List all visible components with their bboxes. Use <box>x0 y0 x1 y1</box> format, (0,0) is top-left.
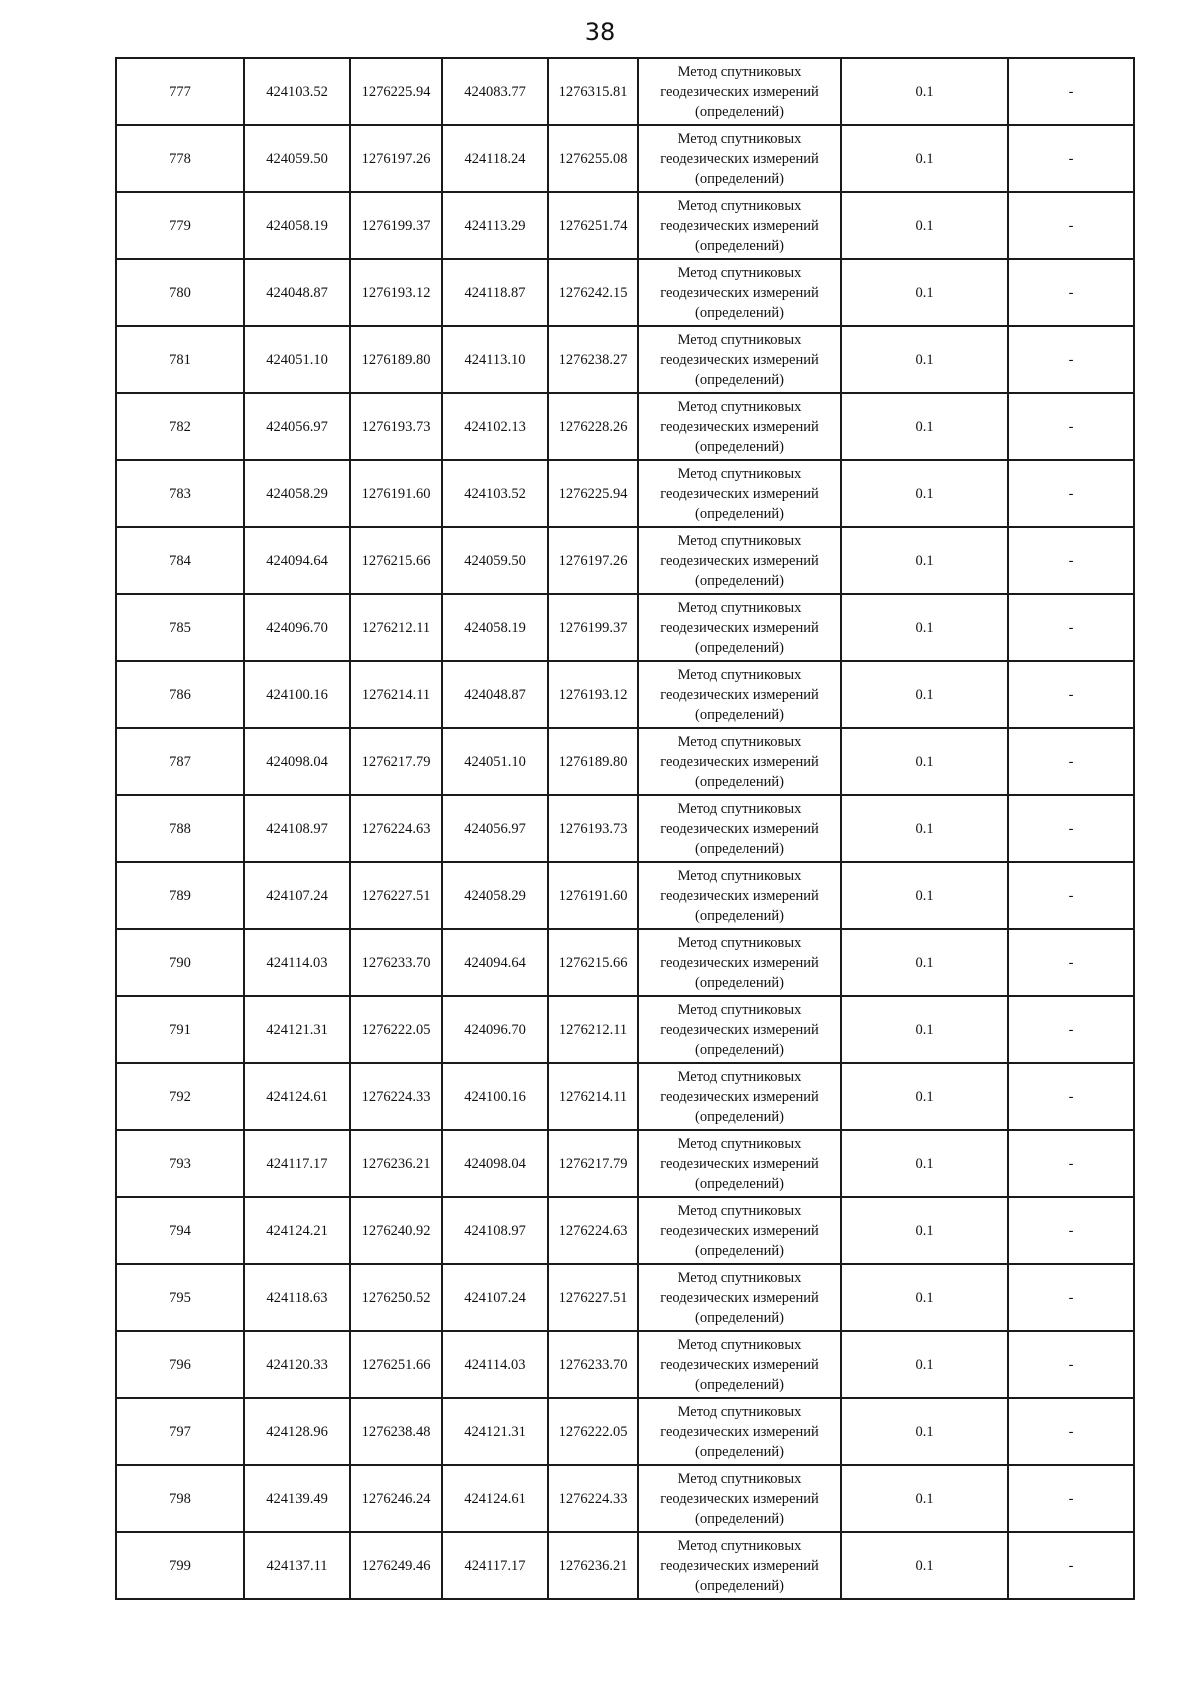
note-cell: - <box>1008 661 1134 728</box>
table-row <box>116 996 1134 1063</box>
table-row <box>116 1398 1134 1465</box>
y2-cell: 1276197.26 <box>548 527 638 594</box>
y1-cell: 1276249.46 <box>350 1532 442 1599</box>
y1-cell: 1276246.24 <box>350 1465 442 1532</box>
x2-cell: 424107.24 <box>442 1264 548 1331</box>
method-cell: Метод спутниковых геодезических измерений (определений) <box>638 393 841 460</box>
accuracy-cell: 0.1 <box>841 259 1008 326</box>
y1-cell: 1276199.37 <box>350 192 442 259</box>
accuracy-cell: 0.1 <box>841 594 1008 661</box>
x2-cell: 424059.50 <box>442 527 548 594</box>
y1-cell: 1276227.51 <box>350 862 442 929</box>
point-number-cell: 785 <box>116 594 244 661</box>
y2-cell: 1276193.73 <box>548 795 638 862</box>
x1-cell: 424056.97 <box>244 393 350 460</box>
point-number-cell: 789 <box>116 862 244 929</box>
x1-cell: 424124.21 <box>244 1197 350 1264</box>
x2-cell: 424124.61 <box>442 1465 548 1532</box>
y1-cell: 1276193.12 <box>350 259 442 326</box>
method-cell: Метод спутниковых геодезических измерений (определений) <box>638 1197 841 1264</box>
point-number-cell: 780 <box>116 259 244 326</box>
x2-cell: 424100.16 <box>442 1063 548 1130</box>
note-cell: - <box>1008 125 1134 192</box>
y1-cell: 1276214.11 <box>350 661 442 728</box>
method-cell: Метод спутниковых геодезических измерений (определений) <box>638 527 841 594</box>
point-number-cell: 788 <box>116 795 244 862</box>
note-cell: - <box>1008 192 1134 259</box>
point-number-cell: 793 <box>116 1130 244 1197</box>
y2-cell: 1276236.21 <box>548 1532 638 1599</box>
x1-cell: 424107.24 <box>244 862 350 929</box>
method-cell: Метод спутниковых геодезических измерений (определений) <box>638 1331 841 1398</box>
y1-cell: 1276225.94 <box>350 58 442 125</box>
accuracy-cell: 0.1 <box>841 125 1008 192</box>
y2-cell: 1276189.80 <box>548 728 638 795</box>
point-number-cell: 777 <box>116 58 244 125</box>
x2-cell: 424094.64 <box>442 929 548 996</box>
point-number-cell: 796 <box>116 1331 244 1398</box>
x2-cell: 424121.31 <box>442 1398 548 1465</box>
y1-cell: 1276240.92 <box>350 1197 442 1264</box>
note-cell: - <box>1008 527 1134 594</box>
y2-cell: 1276212.11 <box>548 996 638 1063</box>
table-row <box>116 393 1134 460</box>
x2-cell: 424058.29 <box>442 862 548 929</box>
y2-cell: 1276227.51 <box>548 1264 638 1331</box>
accuracy-cell: 0.1 <box>841 1331 1008 1398</box>
x1-cell: 424124.61 <box>244 1063 350 1130</box>
accuracy-cell: 0.1 <box>841 1063 1008 1130</box>
y2-cell: 1276217.79 <box>548 1130 638 1197</box>
x1-cell: 424137.11 <box>244 1532 350 1599</box>
note-cell: - <box>1008 460 1134 527</box>
table-row <box>116 728 1134 795</box>
y2-cell: 1276191.60 <box>548 862 638 929</box>
x1-cell: 424108.97 <box>244 795 350 862</box>
y1-cell: 1276212.11 <box>350 594 442 661</box>
method-cell: Метод спутниковых геодезических измерений (определений) <box>638 1063 841 1130</box>
y2-cell: 1276233.70 <box>548 1331 638 1398</box>
y2-cell: 1276215.66 <box>548 929 638 996</box>
accuracy-cell: 0.1 <box>841 460 1008 527</box>
note-cell: - <box>1008 1532 1134 1599</box>
method-cell: Метод спутниковых геодезических измерений (определений) <box>638 125 841 192</box>
note-cell: - <box>1008 996 1134 1063</box>
x1-cell: 424098.04 <box>244 728 350 795</box>
x2-cell: 424108.97 <box>442 1197 548 1264</box>
x1-cell: 424117.17 <box>244 1130 350 1197</box>
y1-cell: 1276236.21 <box>350 1130 442 1197</box>
y2-cell: 1276315.81 <box>548 58 638 125</box>
x1-cell: 424048.87 <box>244 259 350 326</box>
note-cell: - <box>1008 728 1134 795</box>
x2-cell: 424096.70 <box>442 996 548 1063</box>
point-number-cell: 784 <box>116 527 244 594</box>
x2-cell: 424114.03 <box>442 1331 548 1398</box>
note-cell: - <box>1008 1264 1134 1331</box>
table-row <box>116 460 1134 527</box>
accuracy-cell: 0.1 <box>841 862 1008 929</box>
point-number-cell: 794 <box>116 1197 244 1264</box>
y1-cell: 1276189.80 <box>350 326 442 393</box>
accuracy-cell: 0.1 <box>841 661 1008 728</box>
table-row <box>116 1197 1134 1264</box>
x2-cell: 424051.10 <box>442 728 548 795</box>
method-cell: Метод спутниковых геодезических измерений (определений) <box>638 1532 841 1599</box>
method-cell: Метод спутниковых геодезических измерений (определений) <box>638 460 841 527</box>
note-cell: - <box>1008 795 1134 862</box>
point-number-cell: 786 <box>116 661 244 728</box>
x1-cell: 424139.49 <box>244 1465 350 1532</box>
point-number-cell: 778 <box>116 125 244 192</box>
y1-cell: 1276238.48 <box>350 1398 442 1465</box>
y2-cell: 1276199.37 <box>548 594 638 661</box>
point-number-cell: 797 <box>116 1398 244 1465</box>
x1-cell: 424051.10 <box>244 326 350 393</box>
x1-cell: 424114.03 <box>244 929 350 996</box>
y2-cell: 1276193.12 <box>548 661 638 728</box>
x2-cell: 424113.10 <box>442 326 548 393</box>
method-cell: Метод спутниковых геодезических измерений (определений) <box>638 862 841 929</box>
note-cell: - <box>1008 594 1134 661</box>
accuracy-cell: 0.1 <box>841 1532 1008 1599</box>
note-cell: - <box>1008 1130 1134 1197</box>
point-number-cell: 798 <box>116 1465 244 1532</box>
point-number-cell: 779 <box>116 192 244 259</box>
table-row <box>116 1264 1134 1331</box>
point-number-cell: 790 <box>116 929 244 996</box>
coordinates-table <box>115 57 1135 1600</box>
method-cell: Метод спутниковых геодезических измерений (определений) <box>638 661 841 728</box>
y2-cell: 1276242.15 <box>548 259 638 326</box>
accuracy-cell: 0.1 <box>841 527 1008 594</box>
table-row <box>116 929 1134 996</box>
note-cell: - <box>1008 393 1134 460</box>
x1-cell: 424118.63 <box>244 1264 350 1331</box>
note-cell: - <box>1008 1063 1134 1130</box>
x2-cell: 424058.19 <box>442 594 548 661</box>
y2-cell: 1276225.94 <box>548 460 638 527</box>
y2-cell: 1276228.26 <box>548 393 638 460</box>
method-cell: Метод спутниковых геодезических измерений (определений) <box>638 728 841 795</box>
accuracy-cell: 0.1 <box>841 728 1008 795</box>
table-row <box>116 326 1134 393</box>
point-number-cell: 799 <box>116 1532 244 1599</box>
method-cell: Метод спутниковых геодезических измерений (определений) <box>638 929 841 996</box>
method-cell: Метод спутниковых геодезических измерений (определений) <box>638 259 841 326</box>
point-number-cell: 782 <box>116 393 244 460</box>
y1-cell: 1276217.79 <box>350 728 442 795</box>
x2-cell: 424117.17 <box>442 1532 548 1599</box>
method-cell: Метод спутниковых геодезических измерений (определений) <box>638 192 841 259</box>
method-cell: Метод спутниковых геодезических измерений (определений) <box>638 795 841 862</box>
accuracy-cell: 0.1 <box>841 192 1008 259</box>
y1-cell: 1276193.73 <box>350 393 442 460</box>
accuracy-cell: 0.1 <box>841 1465 1008 1532</box>
x1-cell: 424058.19 <box>244 192 350 259</box>
y1-cell: 1276224.33 <box>350 1063 442 1130</box>
y1-cell: 1276222.05 <box>350 996 442 1063</box>
y1-cell: 1276191.60 <box>350 460 442 527</box>
y1-cell: 1276251.66 <box>350 1331 442 1398</box>
table-row <box>116 1532 1134 1599</box>
page-number: 38 <box>584 18 616 46</box>
method-cell: Метод спутниковых геодезических измерений (определений) <box>638 1264 841 1331</box>
note-cell: - <box>1008 259 1134 326</box>
y1-cell: 1276215.66 <box>350 527 442 594</box>
accuracy-cell: 0.1 <box>841 795 1008 862</box>
table-body <box>116 58 1134 1599</box>
note-cell: - <box>1008 58 1134 125</box>
x1-cell: 424103.52 <box>244 58 350 125</box>
x2-cell: 424118.87 <box>442 259 548 326</box>
accuracy-cell: 0.1 <box>841 1130 1008 1197</box>
x2-cell: 424083.77 <box>442 58 548 125</box>
method-cell: Метод спутниковых геодезических измерений (определений) <box>638 594 841 661</box>
x2-cell: 424056.97 <box>442 795 548 862</box>
table-row <box>116 594 1134 661</box>
table-row <box>116 1063 1134 1130</box>
method-cell: Метод спутниковых геодезических измерений (определений) <box>638 1130 841 1197</box>
x1-cell: 424094.64 <box>244 527 350 594</box>
table-row <box>116 862 1134 929</box>
table-row <box>116 192 1134 259</box>
table-row <box>116 1331 1134 1398</box>
y1-cell: 1276197.26 <box>350 125 442 192</box>
y2-cell: 1276251.74 <box>548 192 638 259</box>
table-row <box>116 1130 1134 1197</box>
point-number-cell: 781 <box>116 326 244 393</box>
x1-cell: 424128.96 <box>244 1398 350 1465</box>
accuracy-cell: 0.1 <box>841 929 1008 996</box>
method-cell: Метод спутниковых геодезических измерений (определений) <box>638 58 841 125</box>
accuracy-cell: 0.1 <box>841 393 1008 460</box>
note-cell: - <box>1008 929 1134 996</box>
method-cell: Метод спутниковых геодезических измерений (определений) <box>638 1398 841 1465</box>
table-row <box>116 58 1134 125</box>
table-row <box>116 795 1134 862</box>
y2-cell: 1276222.05 <box>548 1398 638 1465</box>
point-number-cell: 783 <box>116 460 244 527</box>
x2-cell: 424103.52 <box>442 460 548 527</box>
accuracy-cell: 0.1 <box>841 1264 1008 1331</box>
x1-cell: 424096.70 <box>244 594 350 661</box>
x1-cell: 424058.29 <box>244 460 350 527</box>
x2-cell: 424098.04 <box>442 1130 548 1197</box>
note-cell: - <box>1008 1465 1134 1532</box>
note-cell: - <box>1008 1331 1134 1398</box>
x1-cell: 424121.31 <box>244 996 350 1063</box>
x1-cell: 424120.33 <box>244 1331 350 1398</box>
point-number-cell: 795 <box>116 1264 244 1331</box>
method-cell: Метод спутниковых геодезических измерений (определений) <box>638 996 841 1063</box>
accuracy-cell: 0.1 <box>841 1398 1008 1465</box>
note-cell: - <box>1008 326 1134 393</box>
method-cell: Метод спутниковых геодезических измерений (определений) <box>638 1465 841 1532</box>
table-row <box>116 1465 1134 1532</box>
y2-cell: 1276224.33 <box>548 1465 638 1532</box>
point-number-cell: 791 <box>116 996 244 1063</box>
x2-cell: 424113.29 <box>442 192 548 259</box>
x2-cell: 424118.24 <box>442 125 548 192</box>
y1-cell: 1276224.63 <box>350 795 442 862</box>
accuracy-cell: 0.1 <box>841 996 1008 1063</box>
y2-cell: 1276214.11 <box>548 1063 638 1130</box>
accuracy-cell: 0.1 <box>841 1197 1008 1264</box>
y1-cell: 1276250.52 <box>350 1264 442 1331</box>
note-cell: - <box>1008 862 1134 929</box>
note-cell: - <box>1008 1197 1134 1264</box>
x1-cell: 424100.16 <box>244 661 350 728</box>
x2-cell: 424048.87 <box>442 661 548 728</box>
y2-cell: 1276224.63 <box>548 1197 638 1264</box>
x1-cell: 424059.50 <box>244 125 350 192</box>
method-cell: Метод спутниковых геодезических измерений (определений) <box>638 326 841 393</box>
point-number-cell: 792 <box>116 1063 244 1130</box>
y1-cell: 1276233.70 <box>350 929 442 996</box>
x2-cell: 424102.13 <box>442 393 548 460</box>
accuracy-cell: 0.1 <box>841 326 1008 393</box>
y2-cell: 1276238.27 <box>548 326 638 393</box>
y2-cell: 1276255.08 <box>548 125 638 192</box>
table-row <box>116 125 1134 192</box>
accuracy-cell: 0.1 <box>841 58 1008 125</box>
table-row <box>116 259 1134 326</box>
note-cell: - <box>1008 1398 1134 1465</box>
table-row <box>116 661 1134 728</box>
point-number-cell: 787 <box>116 728 244 795</box>
table-row <box>116 527 1134 594</box>
